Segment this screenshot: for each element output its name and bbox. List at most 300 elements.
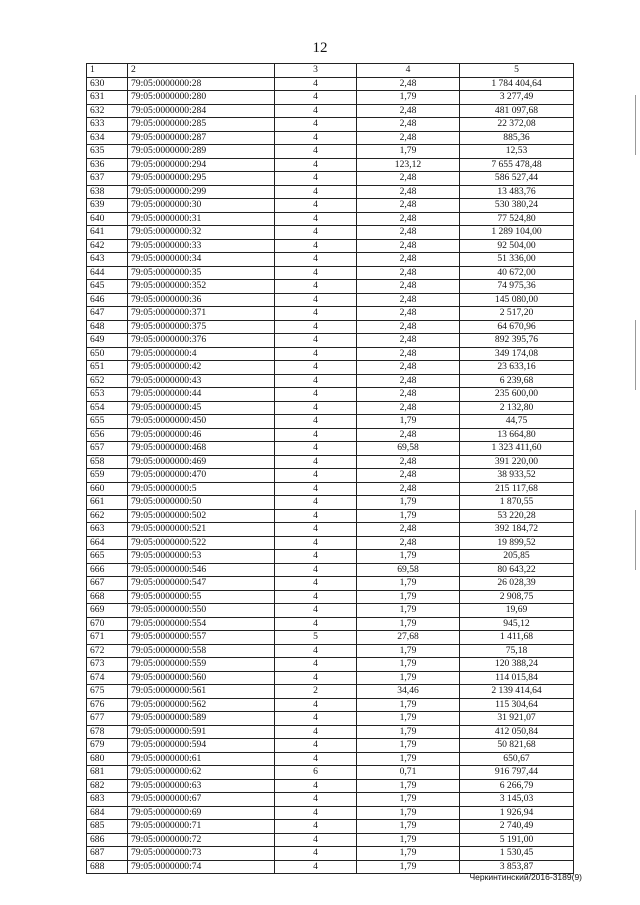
scan-edge-mark [635,95,636,155]
row-number-cell: 652 [87,374,128,388]
amount-cell: 885,36 [460,131,574,145]
amount-cell: 412 050,84 [460,725,574,739]
rate-cell: 1,79 [357,725,460,739]
table-row [87,806,574,820]
cadastral-number-cell: 79:05:0000000:502 [128,509,275,523]
category-cell: 4 [275,469,357,483]
row-number-cell: 661 [87,496,128,510]
amount-cell: 3 277,49 [460,91,574,105]
cadastral-number-cell: 79:05:0000000:558 [128,644,275,658]
cadastral-number-cell: 79:05:0000000:280 [128,91,275,105]
cadastral-number-cell: 79:05:0000000:470 [128,469,275,483]
category-cell: 4 [275,739,357,753]
cadastral-number-cell: 79:05:0000000:45 [128,401,275,415]
rate-cell: 1,79 [357,550,460,564]
table-row [87,455,574,469]
table-row [87,644,574,658]
table-row [87,833,574,847]
cadastral-number-cell: 79:05:0000000:44 [128,388,275,402]
row-number-cell: 673 [87,658,128,672]
row-number-cell: 641 [87,226,128,240]
amount-cell: 5 191,00 [460,833,574,847]
category-cell: 4 [275,374,357,388]
cadastral-number-cell: 79:05:0000000:521 [128,523,275,537]
row-number-cell: 659 [87,469,128,483]
category-cell: 4 [275,347,357,361]
amount-cell: 3 853,87 [460,860,574,874]
category-cell: 4 [275,280,357,294]
category-cell: 4 [275,698,357,712]
row-number-cell: 664 [87,536,128,550]
rate-cell: 1,79 [357,860,460,874]
table-row [87,712,574,726]
amount-cell: 40 672,00 [460,266,574,280]
table-row [87,604,574,618]
cadastral-number-cell: 79:05:0000000:28 [128,77,275,91]
rate-cell: 69,58 [357,563,460,577]
table-row [87,388,574,402]
rate-cell: 2,48 [357,536,460,550]
category-cell: 4 [275,172,357,186]
row-number-cell: 634 [87,131,128,145]
table-row [87,293,574,307]
amount-cell: 1 926,94 [460,806,574,820]
rate-cell: 1,79 [357,604,460,618]
amount-cell: 235 600,00 [460,388,574,402]
category-cell: 4 [275,752,357,766]
row-number-cell: 637 [87,172,128,186]
cadastral-number-cell: 79:05:0000000:69 [128,806,275,820]
amount-cell: 3 145,03 [460,793,574,807]
row-number-cell: 638 [87,185,128,199]
rate-cell: 1,79 [357,671,460,685]
table-row [87,91,574,105]
table-row [87,617,574,631]
table-row [87,820,574,834]
table-row [87,847,574,861]
row-number-cell: 642 [87,239,128,253]
row-number-cell: 660 [87,482,128,496]
category-cell: 4 [275,158,357,172]
cadastral-number-cell: 79:05:0000000:63 [128,779,275,793]
amount-cell: 205,85 [460,550,574,564]
table-row [87,320,574,334]
cadastral-number-cell: 79:05:0000000:371 [128,307,275,321]
column-header-5: 5 [460,64,574,78]
amount-cell: 650,67 [460,752,574,766]
cadastral-number-cell: 79:05:0000000:73 [128,847,275,861]
table-row [87,523,574,537]
cadastral-number-cell: 79:05:0000000:375 [128,320,275,334]
rate-cell: 1,79 [357,847,460,861]
amount-cell: 916 797,44 [460,766,574,780]
category-cell: 4 [275,401,357,415]
rate-cell: 2,48 [357,212,460,226]
cadastral-number-cell: 79:05:0000000:295 [128,172,275,186]
rate-cell: 2,48 [357,482,460,496]
rate-cell: 1,79 [357,712,460,726]
rate-cell: 2,48 [357,401,460,415]
category-cell: 4 [275,77,357,91]
row-number-cell: 644 [87,266,128,280]
cadastral-number-cell: 79:05:0000000:30 [128,199,275,213]
category-cell: 4 [275,428,357,442]
cadastral-number-cell: 79:05:0000000:547 [128,577,275,591]
row-number-cell: 677 [87,712,128,726]
amount-cell: 44,75 [460,415,574,429]
column-header-2: 2 [128,64,275,78]
document-reference: Черкинтинский/2016-3189(9) [469,872,582,882]
table-row [87,145,574,159]
row-number-cell: 654 [87,401,128,415]
category-cell: 4 [275,334,357,348]
rate-cell: 2,48 [357,307,460,321]
table-row [87,658,574,672]
cadastral-number-cell: 79:05:0000000:36 [128,293,275,307]
amount-cell: 115 304,64 [460,698,574,712]
cadastral-number-cell: 79:05:0000000:42 [128,361,275,375]
table-row [87,442,574,456]
category-cell: 4 [275,455,357,469]
category-cell: 4 [275,145,357,159]
category-cell: 4 [275,509,357,523]
amount-cell: 77 524,80 [460,212,574,226]
rate-cell: 2,48 [357,428,460,442]
category-cell: 4 [275,415,357,429]
amount-cell: 1 323 411,60 [460,442,574,456]
category-cell: 4 [275,725,357,739]
table-row [87,631,574,645]
amount-cell: 50 821,68 [460,739,574,753]
rate-cell: 2,48 [357,239,460,253]
row-number-cell: 640 [87,212,128,226]
table-row [87,266,574,280]
category-cell: 4 [275,185,357,199]
row-number-cell: 674 [87,671,128,685]
row-number-cell: 630 [87,77,128,91]
table-row [87,536,574,550]
cadastral-number-cell: 79:05:0000000:591 [128,725,275,739]
row-number-cell: 645 [87,280,128,294]
category-cell: 4 [275,536,357,550]
cadastral-number-cell: 79:05:0000000:71 [128,820,275,834]
category-cell: 4 [275,793,357,807]
cadastral-number-cell: 79:05:0000000:46 [128,428,275,442]
amount-cell: 391 220,00 [460,455,574,469]
row-number-cell: 649 [87,334,128,348]
amount-cell: 349 174,08 [460,347,574,361]
rate-cell: 69,58 [357,442,460,456]
category-cell: 4 [275,577,357,591]
table-row [87,347,574,361]
table-row [87,199,574,213]
cadastral-table [86,63,574,874]
amount-cell: 53 220,28 [460,509,574,523]
amount-cell: 12,53 [460,145,574,159]
row-number-cell: 665 [87,550,128,564]
row-number-cell: 631 [87,91,128,105]
rate-cell: 2,48 [357,523,460,537]
amount-cell: 51 336,00 [460,253,574,267]
rate-cell: 1,79 [357,415,460,429]
category-cell: 4 [275,226,357,240]
amount-cell: 7 655 478,48 [460,158,574,172]
amount-cell: 2 517,20 [460,307,574,321]
cadastral-number-cell: 79:05:0000000:468 [128,442,275,456]
table-row [87,226,574,240]
amount-cell: 64 670,96 [460,320,574,334]
table-row [87,550,574,564]
cadastral-number-cell: 79:05:0000000:43 [128,374,275,388]
amount-cell: 74 975,36 [460,280,574,294]
table-row [87,253,574,267]
cadastral-number-cell: 79:05:0000000:285 [128,118,275,132]
rate-cell: 1,79 [357,644,460,658]
table-row [87,239,574,253]
rate-cell: 1,79 [357,496,460,510]
table-row [87,496,574,510]
cadastral-number-cell: 79:05:0000000:62 [128,766,275,780]
amount-cell: 2 139 414,64 [460,685,574,699]
rate-cell: 1,79 [357,590,460,604]
amount-cell: 586 527,44 [460,172,574,186]
cadastral-number-cell: 79:05:0000000:557 [128,631,275,645]
category-cell: 4 [275,604,357,618]
category-cell: 4 [275,617,357,631]
row-number-cell: 680 [87,752,128,766]
category-cell: 2 [275,685,357,699]
table-row [87,77,574,91]
category-cell: 4 [275,806,357,820]
category-cell: 4 [275,320,357,334]
table-header-row [87,64,574,78]
table-row [87,401,574,415]
rate-cell: 2,48 [357,374,460,388]
rate-cell: 2,48 [357,469,460,483]
cadastral-number-cell: 79:05:0000000:299 [128,185,275,199]
cadastral-number-cell: 79:05:0000000:33 [128,239,275,253]
rate-cell: 1,79 [357,739,460,753]
row-number-cell: 688 [87,860,128,874]
rate-cell: 1,79 [357,779,460,793]
amount-cell: 92 504,00 [460,239,574,253]
amount-cell: 145 080,00 [460,293,574,307]
amount-cell: 481 097,68 [460,104,574,118]
table-row [87,361,574,375]
category-cell: 4 [275,388,357,402]
table-row [87,779,574,793]
rate-cell: 2,48 [357,293,460,307]
category-cell: 4 [275,658,357,672]
category-cell: 4 [275,307,357,321]
rate-cell: 1,79 [357,577,460,591]
rate-cell: 1,79 [357,793,460,807]
rate-cell: 2,48 [357,104,460,118]
amount-cell: 892 395,76 [460,334,574,348]
category-cell: 4 [275,212,357,226]
category-cell: 4 [275,118,357,132]
cadastral-number-cell: 79:05:0000000:294 [128,158,275,172]
cadastral-number-cell: 79:05:0000000:61 [128,752,275,766]
row-number-cell: 635 [87,145,128,159]
row-number-cell: 679 [87,739,128,753]
row-number-cell: 639 [87,199,128,213]
cadastral-number-cell: 79:05:0000000:31 [128,212,275,226]
rate-cell: 1,79 [357,752,460,766]
amount-cell: 1 289 104,00 [460,226,574,240]
amount-cell: 13 483,76 [460,185,574,199]
amount-cell: 1 870,55 [460,496,574,510]
row-number-cell: 658 [87,455,128,469]
rate-cell: 2,48 [357,226,460,240]
cadastral-number-cell: 79:05:0000000:32 [128,226,275,240]
table-row [87,415,574,429]
category-cell: 5 [275,631,357,645]
cadastral-number-cell: 79:05:0000000:562 [128,698,275,712]
cadastral-number-cell: 79:05:0000000:67 [128,793,275,807]
cadastral-number-cell: 79:05:0000000:561 [128,685,275,699]
rate-cell: 34,46 [357,685,460,699]
table-row [87,374,574,388]
row-number-cell: 681 [87,766,128,780]
rate-cell: 2,48 [357,347,460,361]
category-cell: 4 [275,266,357,280]
cadastral-number-cell: 79:05:0000000:53 [128,550,275,564]
cadastral-number-cell: 79:05:0000000:55 [128,590,275,604]
category-cell: 4 [275,199,357,213]
amount-cell: 19,69 [460,604,574,618]
category-cell: 4 [275,523,357,537]
column-header-4: 4 [357,64,460,78]
table-row [87,334,574,348]
category-cell: 4 [275,550,357,564]
category-cell: 4 [275,779,357,793]
amount-cell: 75,18 [460,644,574,658]
rate-cell: 123,12 [357,158,460,172]
row-number-cell: 683 [87,793,128,807]
row-number-cell: 671 [87,631,128,645]
row-number-cell: 669 [87,604,128,618]
rate-cell: 2,48 [357,172,460,186]
category-cell: 4 [275,847,357,861]
cadastral-number-cell: 79:05:0000000:589 [128,712,275,726]
cadastral-number-cell: 79:05:0000000:284 [128,104,275,118]
table-row [87,793,574,807]
cadastral-number-cell: 79:05:0000000:72 [128,833,275,847]
table-row [87,131,574,145]
rate-cell: 1,79 [357,698,460,712]
rate-cell: 2,48 [357,361,460,375]
cadastral-number-cell: 79:05:0000000:34 [128,253,275,267]
table-row [87,104,574,118]
table-row [87,685,574,699]
amount-cell: 80 643,22 [460,563,574,577]
row-number-cell: 666 [87,563,128,577]
amount-cell: 215 117,68 [460,482,574,496]
cadastral-number-cell: 79:05:0000000:450 [128,415,275,429]
amount-cell: 120 388,24 [460,658,574,672]
scan-edge-mark [635,320,636,390]
cadastral-number-cell: 79:05:0000000:559 [128,658,275,672]
rate-cell: 2,48 [357,280,460,294]
rate-cell: 2,48 [357,334,460,348]
table-row [87,469,574,483]
page-number: 12 [312,40,328,56]
category-cell: 4 [275,361,357,375]
table-row [87,671,574,685]
table-row [87,698,574,712]
table-row [87,725,574,739]
cadastral-number-cell: 79:05:0000000:35 [128,266,275,280]
table-row [87,766,574,780]
category-cell: 4 [275,496,357,510]
amount-cell: 1 784 404,64 [460,77,574,91]
amount-cell: 6 266,79 [460,779,574,793]
rate-cell: 2,48 [357,118,460,132]
amount-cell: 19 899,52 [460,536,574,550]
category-cell: 4 [275,482,357,496]
row-number-cell: 684 [87,806,128,820]
amount-cell: 2 908,75 [460,590,574,604]
amount-cell: 945,12 [460,617,574,631]
amount-cell: 26 028,39 [460,577,574,591]
rate-cell: 1,79 [357,806,460,820]
category-cell: 4 [275,833,357,847]
category-cell: 4 [275,563,357,577]
table-row [87,307,574,321]
category-cell: 4 [275,131,357,145]
table-row [87,185,574,199]
category-cell: 4 [275,590,357,604]
row-number-cell: 636 [87,158,128,172]
rate-cell: 1,79 [357,617,460,631]
row-number-cell: 678 [87,725,128,739]
cadastral-number-cell: 79:05:0000000:594 [128,739,275,753]
category-cell: 4 [275,712,357,726]
amount-cell: 2 740,49 [460,820,574,834]
rate-cell: 2,48 [357,253,460,267]
table-row [87,577,574,591]
category-cell: 4 [275,860,357,874]
cadastral-number-cell: 79:05:0000000:352 [128,280,275,294]
rate-cell: 1,79 [357,658,460,672]
cadastral-number-cell: 79:05:0000000:522 [128,536,275,550]
cadastral-number-cell: 79:05:0000000:50 [128,496,275,510]
table-row [87,482,574,496]
rate-cell: 2,48 [357,199,460,213]
row-number-cell: 655 [87,415,128,429]
row-number-cell: 682 [87,779,128,793]
rate-cell: 0,71 [357,766,460,780]
rate-cell: 2,48 [357,131,460,145]
row-number-cell: 653 [87,388,128,402]
table-row [87,172,574,186]
category-cell: 4 [275,442,357,456]
table-row [87,509,574,523]
row-number-cell: 672 [87,644,128,658]
category-cell: 4 [275,253,357,267]
cadastral-number-cell: 79:05:0000000:554 [128,617,275,631]
amount-cell: 31 921,07 [460,712,574,726]
category-cell: 4 [275,644,357,658]
category-cell: 4 [275,104,357,118]
rate-cell: 2,48 [357,388,460,402]
amount-cell: 23 633,16 [460,361,574,375]
category-cell: 4 [275,239,357,253]
rate-cell: 2,48 [357,455,460,469]
table-row [87,280,574,294]
amount-cell: 1 530,45 [460,847,574,861]
